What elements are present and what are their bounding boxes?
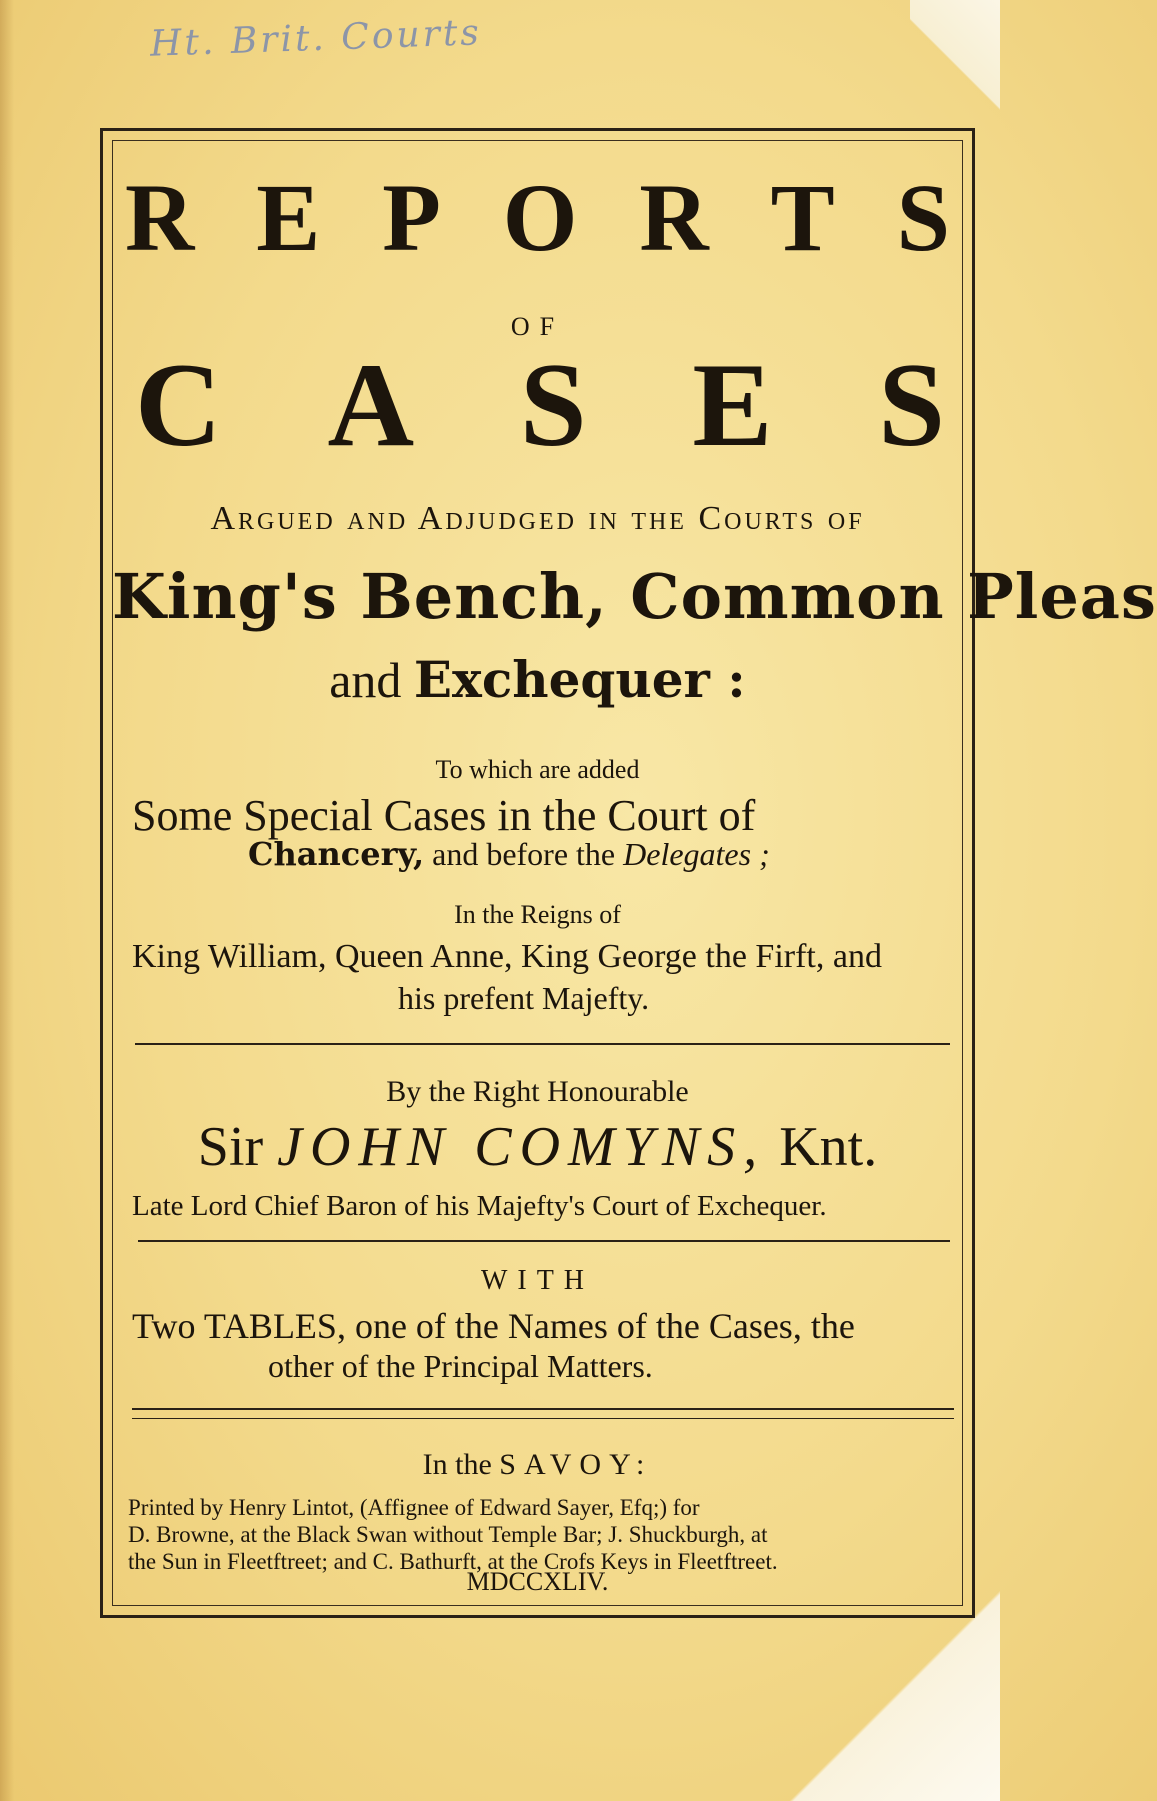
special-cases-line: Some Special Cases in the Court of xyxy=(132,791,756,840)
imprint-line-2: D. Browne, at the Black Swan without Temple Bar; J. Shuckburgh, at xyxy=(128,1522,768,1547)
argued-line: Argued and Adjudged in the Courts of xyxy=(210,500,865,537)
divider-rule-2 xyxy=(138,1240,950,1242)
imprint-date: MDCCXLIV. xyxy=(466,1567,609,1596)
reigns-line-1: King William, Queen Anne, King George the Firft, and xyxy=(132,938,882,975)
tables-line-1: Two TABLES, one of the Names of the Cases, the xyxy=(132,1306,855,1346)
divider-rule-3a xyxy=(132,1408,954,1410)
book-spine-shadow xyxy=(0,0,14,1801)
courts-line-1: King's Bench, Common Pleas xyxy=(112,560,1157,633)
title-cases: C A S E S xyxy=(135,338,945,471)
reigns-intro: In the Reigns of xyxy=(454,900,621,929)
title-of: OF xyxy=(510,312,565,341)
handwritten-note: Ht. Brit. Courts xyxy=(149,12,483,65)
divider-rule-1 xyxy=(135,1043,950,1045)
author-position: Late Lord Chief Baron of his Majefty's Court of Exchequer. xyxy=(132,1190,827,1222)
reigns-line-2: his prefent Majefty. xyxy=(398,980,650,1016)
author-by-line: By the Right Honourable xyxy=(386,1075,689,1108)
imprint-place: In the SAVOY: xyxy=(422,1448,653,1481)
tables-line-2: other of the Principal Matters. xyxy=(268,1348,653,1384)
courts-line-2: and Exchequer : xyxy=(329,650,746,709)
added-intro: To which are added xyxy=(435,755,640,784)
page-corner-bottom-right xyxy=(780,1591,1000,1801)
with-heading: WITH xyxy=(480,1265,595,1296)
imprint-line-1: Printed by Henry Lintot, (Affignee of Edward Sayer, Efq;) for xyxy=(128,1495,700,1520)
title-reports: R E P O R T S xyxy=(125,164,950,271)
author-name-line: Sir JOHN COMYNS, Knt. xyxy=(197,1116,878,1178)
imprint-line-3: the Sun in Fleetftreet; and C. Bathurft, at the Crofs Keys in Fleetftreet. xyxy=(128,1549,778,1574)
divider-rule-3b xyxy=(132,1418,954,1419)
chancery-line: Chancery, and before the Delegates ; xyxy=(248,835,770,873)
